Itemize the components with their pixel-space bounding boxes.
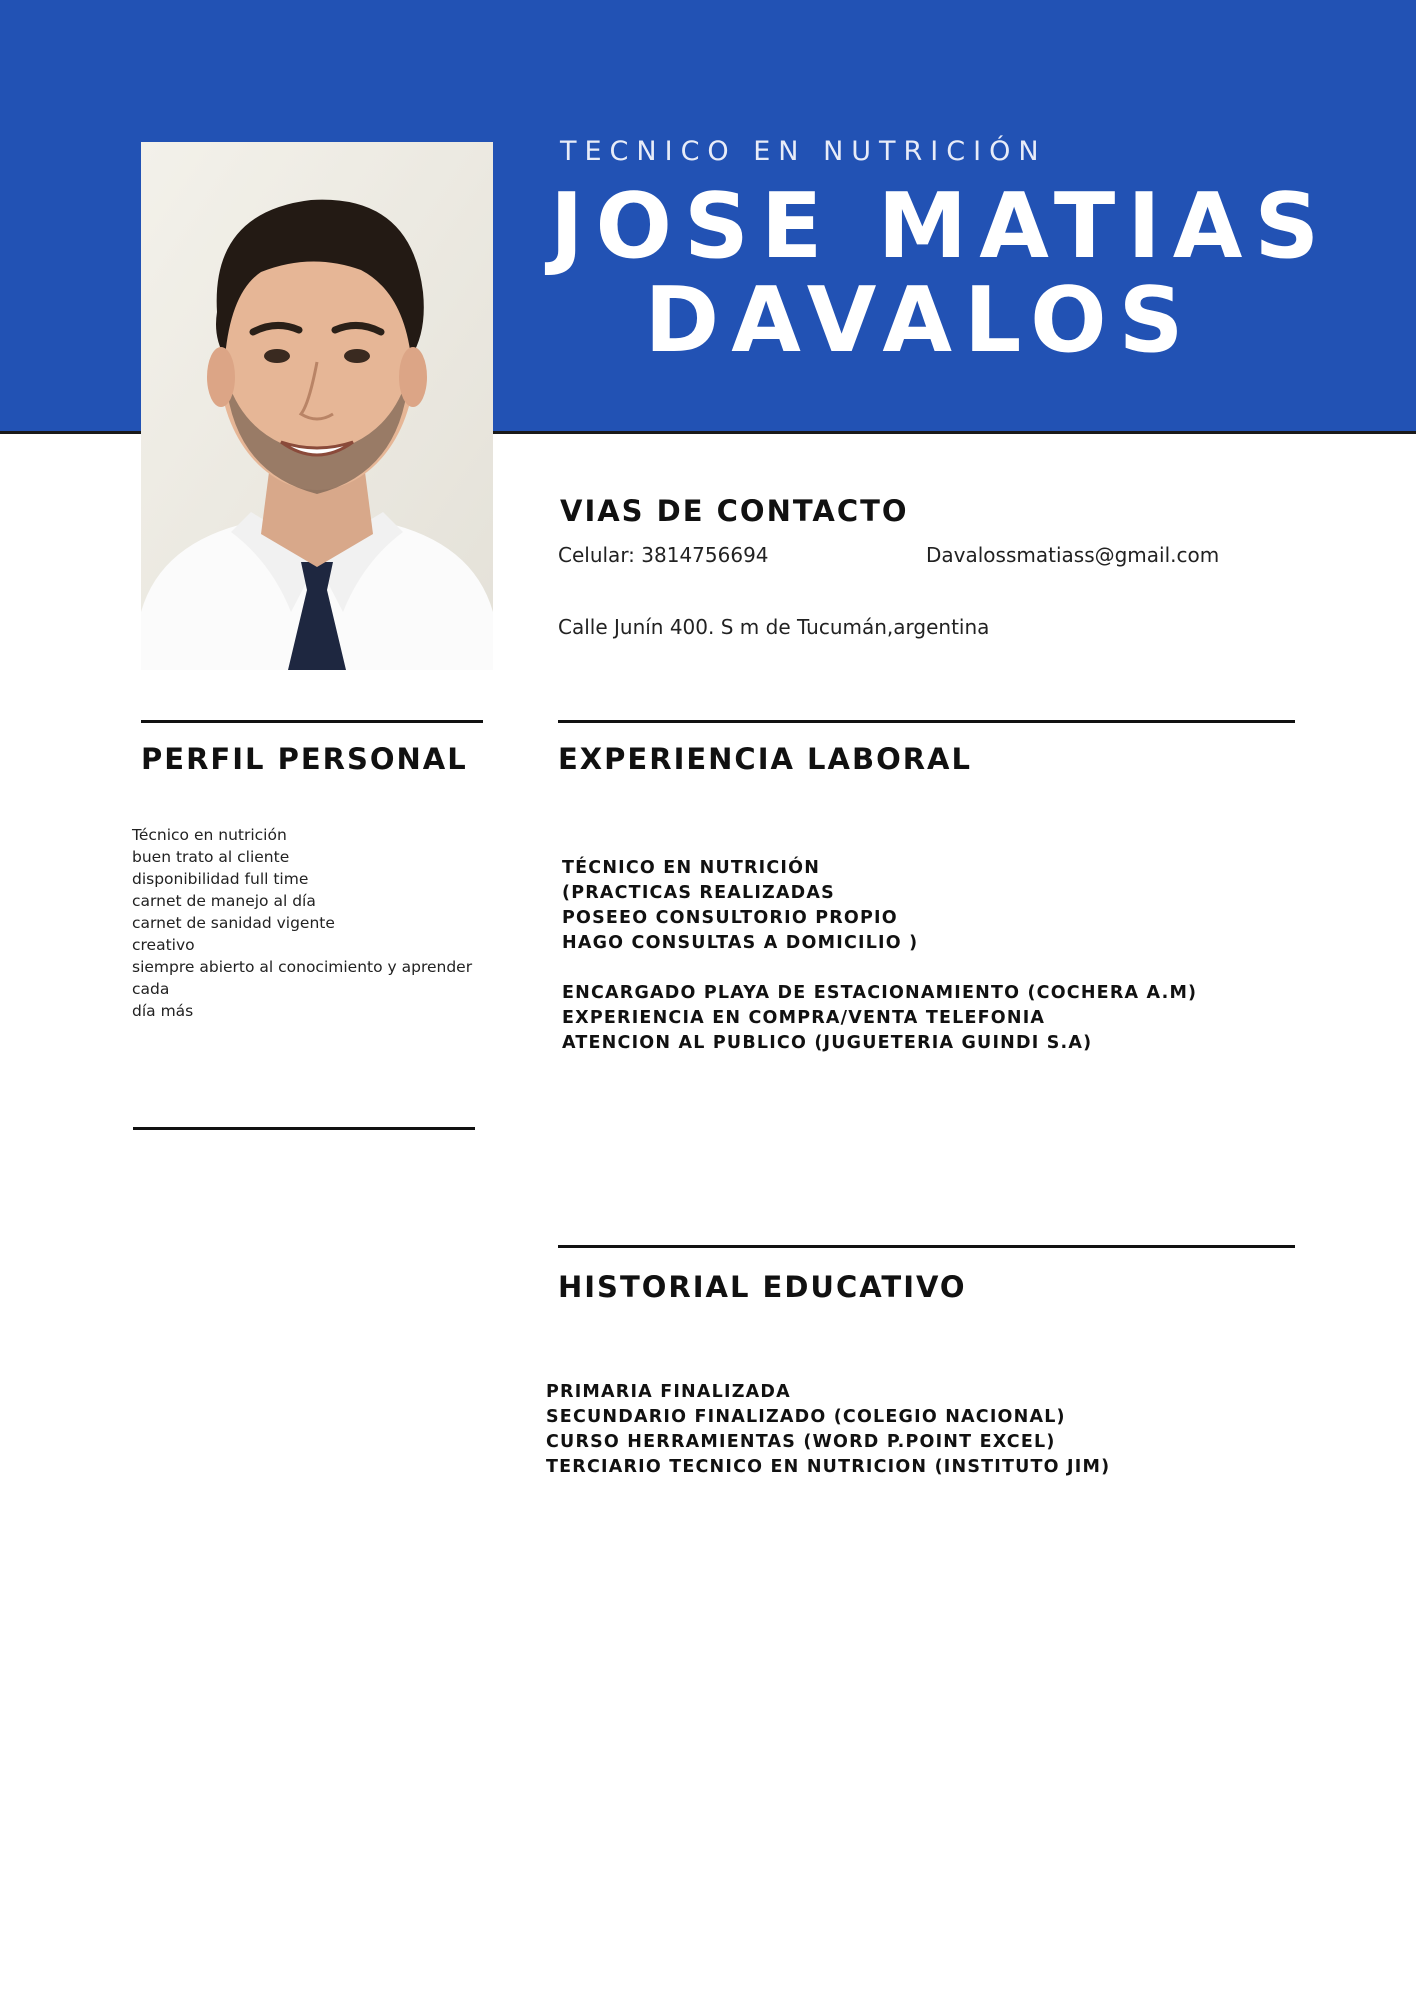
profile-list xyxy=(132,824,502,1022)
name-line-1: JOSE MATIAS xyxy=(550,174,1332,279)
email-address: Davalossmatiass@gmail.com xyxy=(926,543,1220,567)
experience-divider-top xyxy=(558,720,1295,723)
portrait-photo-icon xyxy=(141,142,493,670)
profile-heading: PERFIL PERSONAL xyxy=(141,742,468,776)
list-item: SECUNDARIO FINALIZADO (COLEGIO NACIONAL) xyxy=(546,1407,1066,1427)
list-item: ATENCION AL PUBLICO (JUGUETERIA GUINDI S.A) xyxy=(562,1033,1093,1053)
list-item: CURSO HERRAMIENTAS (WORD P.POINT EXCEL) xyxy=(546,1432,1056,1452)
education-list xyxy=(546,1380,1110,1480)
job-title: TECNICO EN NUTRICIÓN xyxy=(560,136,1047,167)
name-line-2: DAVALOS xyxy=(644,268,1196,373)
profile-divider-bottom xyxy=(133,1127,475,1130)
list-item: POSEEO CONSULTORIO PROPIO xyxy=(562,908,898,928)
list-item: Técnico en nutrición xyxy=(132,826,287,844)
list-item: EXPERIENCIA EN COMPRA/VENTA TELEFONIA xyxy=(562,1008,1046,1028)
education-divider-top xyxy=(558,1245,1295,1248)
profile-photo xyxy=(141,142,493,670)
list-item: disponibilidad full time xyxy=(132,870,309,888)
list-item: TERCIARIO TECNICO EN NUTRICION (INSTITUTO JIM) xyxy=(546,1457,1111,1477)
postal-address: Calle Junín 400. S m de Tucumán,argentina xyxy=(558,615,990,639)
list-item: día más xyxy=(132,1002,194,1020)
list-item: HAGO CONSULTAS A DOMICILIO ) xyxy=(562,933,919,953)
list-item: carnet de manejo al día xyxy=(132,892,316,910)
experience-list xyxy=(562,856,1197,1056)
contact-heading: VIAS DE CONTACTO xyxy=(560,494,909,528)
education-heading: HISTORIAL EDUCATIVO xyxy=(558,1270,967,1304)
list-item: PRIMARIA FINALIZADA xyxy=(546,1382,791,1402)
experience-heading: EXPERIENCIA LABORAL xyxy=(558,742,972,776)
profile-divider-top xyxy=(141,720,483,723)
list-item: carnet de sanidad vigente xyxy=(132,914,335,932)
list-item: siempre abierto al conocimiento y aprender cada xyxy=(132,958,473,998)
list-item: buen trato al cliente xyxy=(132,848,290,866)
list-item: (PRACTICAS REALIZADAS xyxy=(562,883,835,903)
list-item: ENCARGADO PLAYA DE ESTACIONAMIENTO (COCHERA A.M) xyxy=(562,983,1198,1003)
phone-number: Celular: 3814756694 xyxy=(558,543,769,567)
list-item: creativo xyxy=(132,936,195,954)
full-name xyxy=(550,174,1332,373)
list-spacer xyxy=(562,956,1197,981)
list-item: TÉCNICO EN NUTRICIÓN xyxy=(562,858,821,878)
